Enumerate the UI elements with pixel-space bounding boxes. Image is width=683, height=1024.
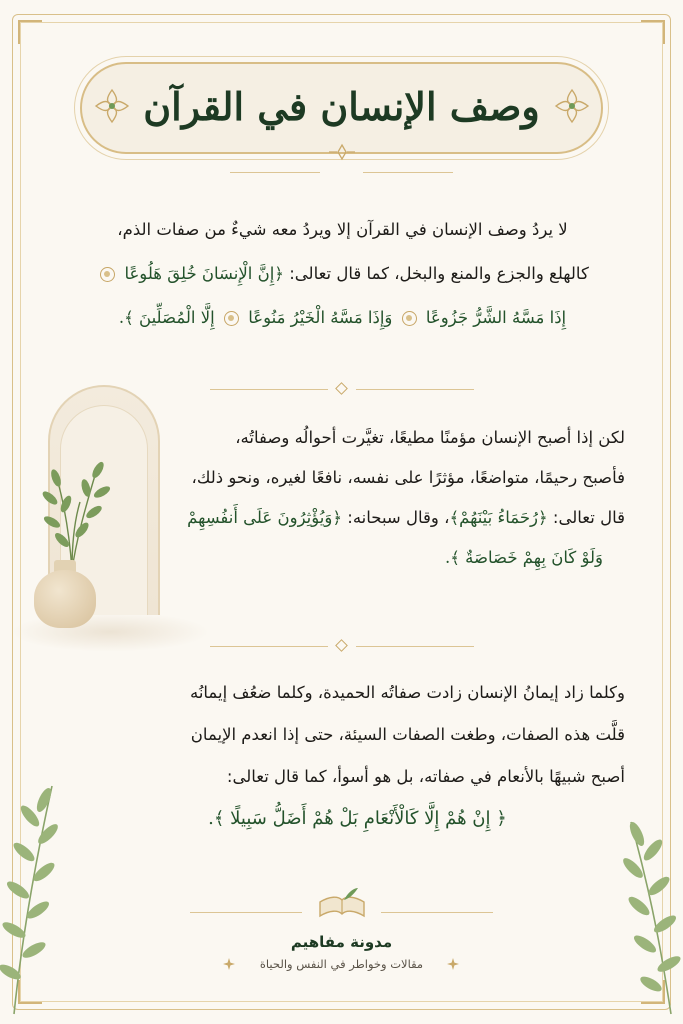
lotus-ornament-icon [92, 86, 132, 126]
divider-line [190, 912, 302, 913]
page-title: وصف الإنسان في القرآن [143, 84, 540, 129]
section-3-line-1: وكلما زاد إيمانُ الإنسان زادت صفاتُه الحميدة، وكلما ضعُف إيمانُه [189, 683, 625, 702]
section-1 [60, 208, 625, 340]
section-1-line-3 [60, 296, 625, 340]
ayah-marker-icon [402, 311, 417, 326]
section-1-line-1: لا يردُ وصف الإنسان في القرآن إلا ويردُ معه شيءٌ من صفات الذم، [117, 220, 568, 239]
section-3 [90, 672, 625, 840]
lotus-ornament-icon [552, 86, 592, 126]
quran-verse: وَإِذَا مَسَّهُ الْخَيْرُ مَنُوعًا [248, 308, 393, 327]
brand-name: مدونة مفاهيم [290, 933, 393, 951]
section-3-line-3: أصبح شبيهًا بالأنعام في صفاته، بل هو أسوأ، كما قال تعالى: [226, 767, 625, 786]
section-1-line-2 [60, 252, 625, 296]
ayah-marker-icon [100, 267, 115, 282]
section-3-line-4: ﴿ إِنْ هُمْ إِلَّا كَالْأَنْعَامِ بَلْ هُمْ أَضَلُّ سَبِيلًا ﴾. [208, 808, 507, 829]
divider-line [363, 172, 453, 173]
quran-verse: ﴿إِنَّ الْإِنسَانَ خُلِقَ هَلُوعًا [124, 264, 284, 283]
frame-corner [18, 20, 42, 44]
ayah-marker-icon [224, 311, 239, 326]
quran-verse: إِذَا مَسَّهُ الشَّرُّ جَزُوعًا [425, 308, 567, 327]
divider-line [356, 389, 474, 390]
section-3-line-2: قلَّت هذه الصفات، وطغت الصفات السيئة، حتى إذا انعدم الإيمان [190, 725, 625, 744]
plant-vase-icon [22, 452, 122, 572]
section-2 [187, 418, 625, 578]
divider-line [381, 912, 493, 913]
section-2-line-3-text-b: ، وقال سبحانه: [347, 508, 450, 527]
open-book-quill-icon [314, 886, 370, 922]
quran-verse: إِلَّا الْمُصَلِّينَ ﴾. [118, 308, 215, 327]
divider-line [356, 646, 474, 647]
vase [34, 570, 96, 628]
section-2-line-4: وَلَوْ كَانَ بِهِمْ خَصَاصَةٌ ﴾. [445, 548, 603, 567]
section-2-line-2: فأصبح رحيمًا، متواضعًا، مؤثرًا على نفسه، نافعًا لغيره، ونحو ذلك، [191, 468, 625, 487]
star-ornament-icon [446, 957, 460, 971]
brand-tagline: مقالات وخواطر في النفس والحياة [259, 957, 424, 971]
leaf-branch-icon [0, 776, 92, 1016]
section-1-line-2-text: كالهلع والجزع والمنع والبخل، كما قال تعالى: [289, 264, 589, 283]
fleuron-ornament-icon [327, 143, 357, 161]
section-2-line-1: لكن إذا أصبح الإنسان مؤمنًا مطيعًا، تغيَّرت أحوالُه وصفاتُه، [235, 428, 625, 447]
divider-line [210, 389, 328, 390]
divider-line [210, 646, 328, 647]
section-2-line-3 [187, 498, 625, 538]
leaf-branch-icon [591, 812, 683, 1016]
star-ornament-icon [222, 957, 236, 971]
divider-line [230, 172, 320, 173]
frame-corner [641, 20, 665, 44]
quran-verse: ﴿رُحَمَاءُ بَيْنَهُمْ﴾ [449, 508, 548, 527]
section-2-line-3-text-a: قال تعالى: [552, 508, 625, 527]
quran-verse: ﴿وَيُؤْثِرُونَ عَلَى أَنفُسِهِمْ [187, 508, 343, 527]
